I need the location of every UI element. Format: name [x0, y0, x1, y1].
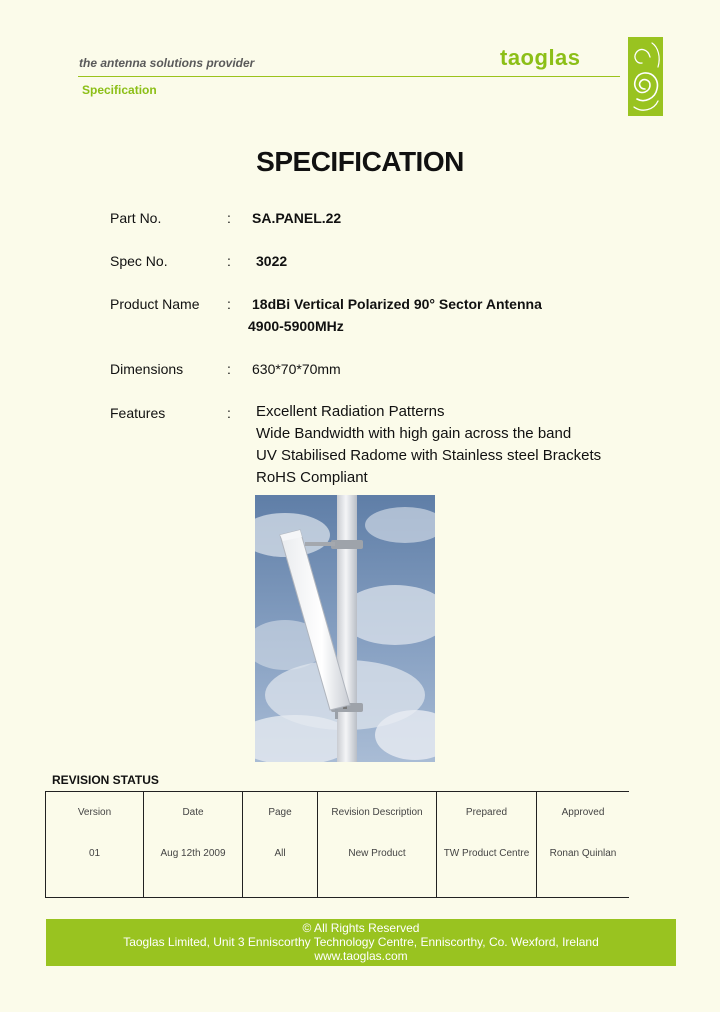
table-cell: All: [274, 848, 286, 859]
footer-bar: [46, 919, 676, 966]
antenna-photo: [255, 495, 435, 762]
dimensions-colon: :: [227, 361, 231, 377]
product-name-value-line1: 18dBi Vertical Polarized 90° Sector Antenna: [252, 296, 542, 312]
company-address: Taoglas Limited, Unit 3 Enniscorthy Technology Centre, Enniscorthy, Co. Wexford, Ireland: [123, 935, 599, 949]
table-cell: New Product: [348, 848, 406, 859]
description-cell: [318, 792, 437, 898]
page-cell: [243, 792, 318, 898]
product-name-label: Product Name: [110, 296, 200, 312]
feature-item: Wide Bandwidth with high gain across the band: [256, 425, 572, 442]
spec-no-colon: :: [227, 253, 231, 269]
table-header: Date: [182, 807, 204, 818]
part-no-colon: :: [227, 210, 231, 226]
table-header: Approved: [561, 807, 605, 818]
table-header: Revision Description: [331, 807, 423, 818]
spiral-logo-icon: [628, 37, 663, 116]
product-name-colon: :: [227, 296, 231, 312]
spec-no-label: Spec No.: [110, 253, 168, 269]
feature-item: Excellent Radiation Patterns: [256, 403, 445, 420]
header-divider: [78, 76, 620, 77]
spec-no-value: 3022: [256, 253, 288, 269]
prepared-cell: [437, 792, 537, 898]
features-label: Features: [110, 405, 166, 421]
table-row: [46, 792, 630, 898]
part-no-label: Part No.: [110, 210, 162, 226]
table-header: Page: [268, 807, 292, 818]
table-header: Version: [77, 807, 112, 818]
brand-name: taoglas: [500, 45, 581, 70]
table-header: Prepared: [465, 807, 508, 818]
tagline: the antenna solutions provider: [79, 56, 255, 70]
table-cell: Aug 12th 2009: [160, 848, 226, 859]
feature-item: UV Stabilised Radome with Stainless steel Brackets: [256, 447, 602, 464]
revision-status-title: REVISION STATUS: [52, 773, 159, 787]
table-cell: Ronan Quinlan: [549, 848, 617, 859]
date-cell: [144, 792, 243, 898]
version-cell: [46, 792, 144, 898]
website-link[interactable]: www.taoglas.com: [314, 949, 408, 963]
approved-cell: [537, 792, 630, 898]
dimensions-label: Dimensions: [110, 361, 184, 377]
copyright-text: © All Rights Reserved: [302, 921, 420, 935]
dimensions-value: 630*70*70mm: [252, 361, 341, 377]
document-title: SPECIFICATION: [256, 146, 464, 177]
section-label: Specification: [82, 83, 157, 97]
part-no-value: SA.PANEL.22: [252, 210, 342, 226]
feature-item: RoHS Compliant: [256, 469, 368, 486]
table-cell: 01: [88, 848, 101, 859]
table-cell: TW Product Centre: [443, 848, 530, 859]
features-colon: :: [227, 405, 231, 421]
revision-table: [45, 791, 629, 898]
product-name-value-line2: 4900-5900MHz: [248, 318, 344, 334]
